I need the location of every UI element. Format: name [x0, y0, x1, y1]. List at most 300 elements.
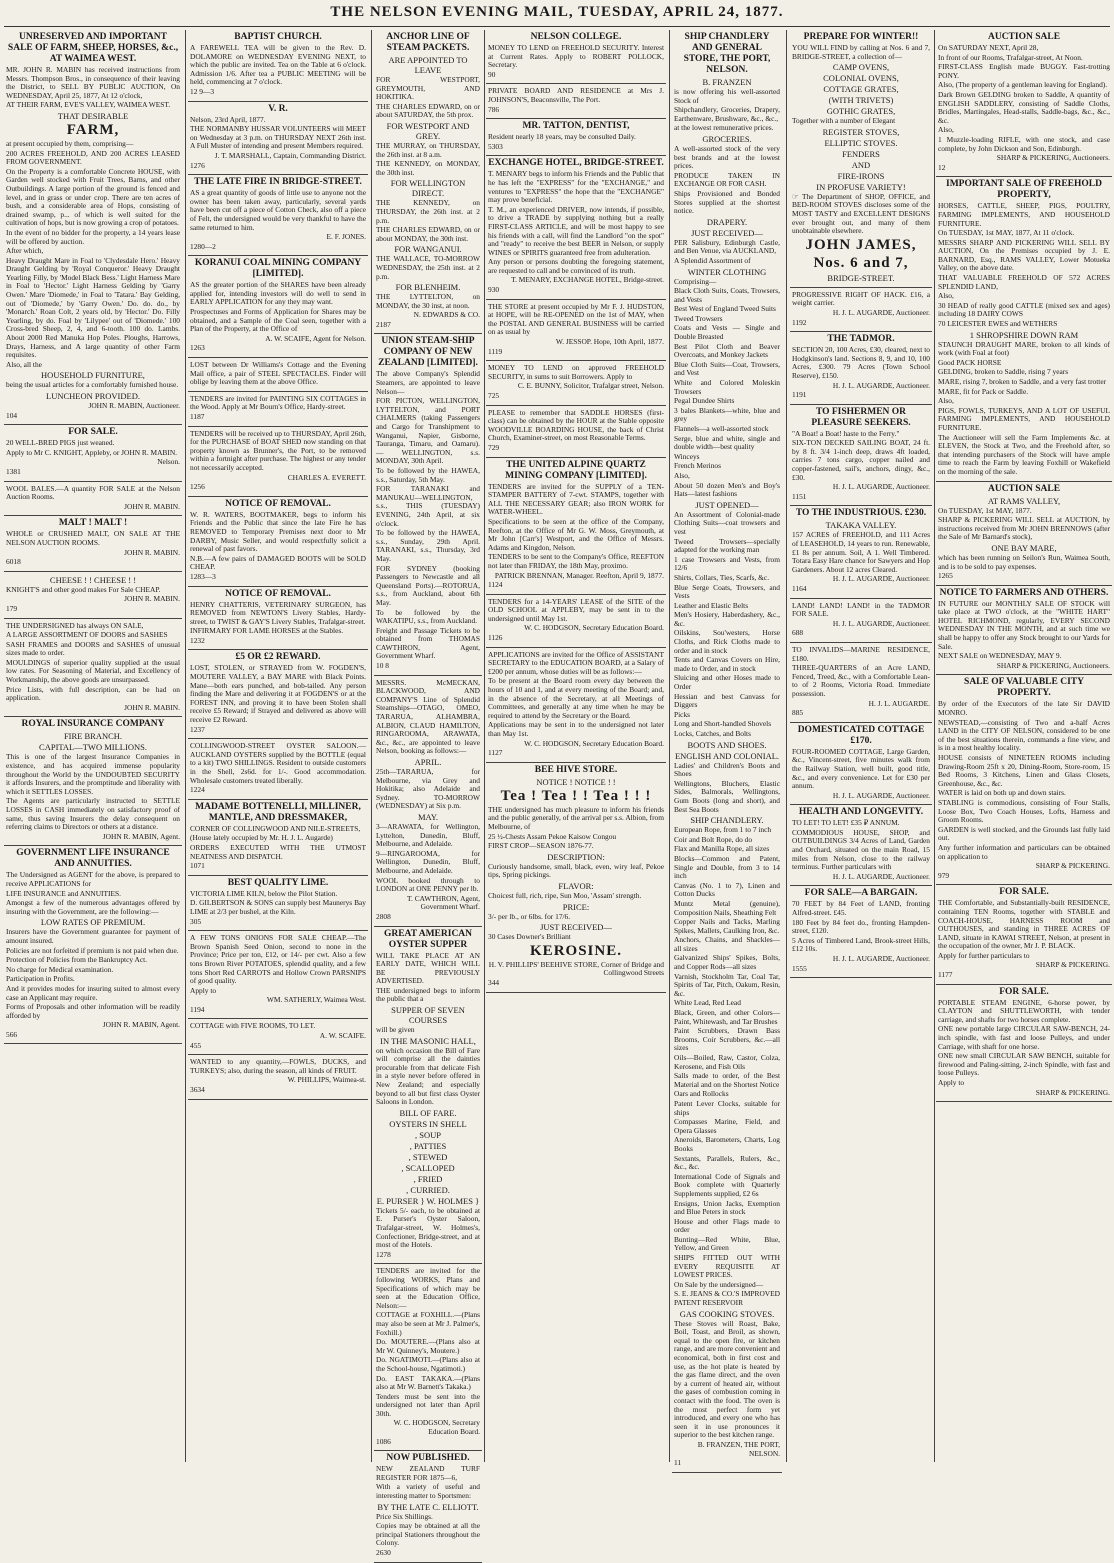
advertisement [188, 739, 368, 800]
ad-signature: W. JESSOP. Hope, 10th April, 1877. [555, 337, 664, 347]
ad-text: PRIVATE BOARD AND RESIDENCE at Mrs J. JOHNSON'S, Beaconsville, The Port. [488, 86, 664, 104]
ad-text: NOTICE ! NOTICE ! ! [536, 776, 616, 787]
ad-number: 344 [488, 977, 500, 987]
ad-text: Nos. 6 and 7, [813, 254, 909, 271]
ad-text: Apply to [190, 985, 217, 995]
ad-text: Price Lists, with full description, can be had on application. [6, 684, 180, 703]
ad-signature: PATRICK BRENNAN, Manager. Reefton, April 9, 1877. [494, 570, 664, 580]
ad-text: Any person or persons doubting the foregoing statement, are requested to call and be convinced of its truth. [488, 257, 664, 275]
ad-title: AUCTION SALE [987, 32, 1061, 42]
ad-title: MALT ! MALT ! [58, 518, 128, 529]
ad-text: Serge, blue and white, single and double width—best quality [674, 433, 780, 452]
ad-text: Long and Short-handled Shovels [674, 719, 772, 729]
ad-text: WANTED to any quantity,—FOWLS, DUCKS, and TURKEYS; also, during the season, all kinds of FRUIT. [190, 1057, 366, 1075]
ad-text: 1 Muzzle-loading RIFLE, with one stock, and case complete, by John Dickson and Son, Edinburgh. [938, 134, 1110, 153]
ad-text: GAS COOKING STOVES. [679, 1308, 775, 1319]
ad-text: Amongst a few of the numerous advantages offered by insuring with the Government, are the following:— [6, 898, 180, 916]
advertisement [374, 30, 482, 334]
ad-text: Bunting—Red White, Blue, Yellow, and Green [674, 1234, 780, 1253]
ad-text: Price Six Shillings. [376, 1511, 433, 1521]
ad-number: 1276 [190, 160, 205, 170]
advertisement [486, 763, 666, 993]
ad-text: Wellingtons, Bluchers, Elastic Sides, Balmorals, Wellingtons, Gum Boots (long and short), and Best Sea Boots [674, 778, 780, 814]
ad-text: SECTION 20, 100 Acres, £30, cleared, next to Hodgkinson's land. Sections 8, 9, and 10, 100 Acres, £300. 79 Acres (Town School Reserve), £150. [792, 345, 930, 380]
ad-text: THE MURRAY, on THURSDAY, the 26th inst. at 8 a.m. [376, 140, 480, 159]
ad-text: Also, all the [6, 359, 42, 369]
ad-text: ELLIPTIC STOVES. [824, 137, 898, 148]
advertisement [486, 156, 666, 299]
ad-signature: H. J. L. AUGARDE, Auctioneer. [832, 954, 930, 963]
ad-number: 2808 [376, 911, 391, 921]
ad-text: "A Boat! a Boat! haste to the Ferry." [792, 428, 900, 438]
ad-text: Also, [674, 470, 690, 480]
column-divider [185, 30, 186, 1462]
advertisement [4, 846, 182, 1044]
ad-number: 1381 [6, 466, 21, 476]
ad-text: This is one of the largest Insurance Companies in existence, and has acquired immense popularity throughout the World by the UNDOUBTED SECURITY it affords Insurers, and the promptitude and liberality with which it SETTLES LOSSES. [6, 752, 180, 796]
advertisement [486, 595, 666, 648]
ad-text: THAT DESIRABLE [57, 110, 129, 121]
ad-text: On Sale by the undersigned— [674, 1279, 764, 1289]
ad-title: DOMESTICATED COTTAGE £170. [797, 724, 925, 746]
ad-signature: SHARP & PICKERING, Auctioneers. [996, 153, 1110, 163]
ad-text: Paint Scrubbers, Drawn Bass Brooms, Coir Scrubbers, &c.—all sizes [674, 1026, 780, 1053]
advertisement [188, 1055, 368, 1099]
ad-text: MR. JOHN R. MABIN has received instructions from Messrs. Thompson Bros., in consequence of their leaving the District, to SELL BY PUBLIC AUCTION, On WEDNESDAY, April 25, 1877, At 12 o'clock, [6, 65, 180, 100]
column-1 [4, 30, 182, 1462]
ad-title: NOTICE OF REMOVAL. [225, 588, 331, 599]
ad-text: BOOTS AND SHOES. [687, 739, 767, 750]
ad-signature: CHARLES A. EVERETT. [287, 472, 366, 482]
ad-text: Good PACK HORSE [938, 357, 1002, 367]
ad-text: FIRST CROP—SEASON 1876-77. [488, 841, 594, 851]
ad-title: UNRESERVED AND IMPORTANT SALE OF FARM, SHEEP, HORSES, &c., AT WAIMEA WEST. [7, 32, 179, 64]
ad-text: PLEASE to remember that SADDLE HORSES (first-class) can be obtained by the HOUR at the Stable opposite WOODVILLE BOARDING HOUSE, the back of Christ Church, Examiner-street, on most Reasonable Terms. [488, 407, 664, 443]
ad-text: MAY. [417, 811, 439, 822]
ad-number: 11 [674, 1458, 682, 1468]
ad-text: 30 HEAD of really good CATTLE (mixed sex and ages) including 18 DAIRY COWS [938, 300, 1110, 319]
ad-text: GROCERIES. [702, 133, 752, 144]
ad-title: V. R. [268, 103, 288, 114]
ad-text: D. GILBERTSON & SONS can supply best Maunerys Bay LIME at 2/3 per bushel, at the Kiln. [190, 898, 366, 916]
ad-signature: JOHN R. MABIN. [124, 501, 180, 511]
ad-text: COTTAGE GRATES, [823, 84, 899, 95]
ad-signature: W. C. HODGSON, Secretary Education Board. [524, 623, 664, 633]
ad-title: SALE OF VALUABLE CITY PROPERTY. [964, 677, 1084, 699]
ad-title: PREPARE FOR WINTER!! [803, 32, 919, 42]
ad-number: 930 [488, 285, 500, 295]
ad-number: 979 [938, 870, 950, 880]
advertisement [188, 392, 368, 427]
ad-text: Freight and Passage Tickets to be obtained from THOMAS CAWTHRON, Agent, Government Wharf. [376, 625, 480, 661]
ad-text: Do. NGATIMOTI.—(Plans also at the School-house, Ngatimoti.) [376, 1355, 480, 1373]
ad-text: On TUESDAY, 1st MAY, 1877, At 11 o'clock. [938, 228, 1075, 238]
ad-text: TENDERS for a 14-YEARS' LEASE of the SITE of the OLD SCHOOL at APPLEBY, may be sent in to the undersigned until May 1st. [488, 596, 664, 623]
ad-text: Blue Serge Coats, Trowsers, and Vests [674, 582, 780, 601]
ad-text: SHARP & PICKERING WILL SELL at AUCTION, by instructions received from Mr JOHN BRENNOWS (after the Sale of Mr Barnard's stock), [938, 515, 1110, 542]
ad-number: 1237 [190, 724, 205, 734]
ad-text: NEWSTEAD,—consisting of Two and a-half Acres LAND in the CITY OF NELSON, considered to be one of the best situations therein, commands a fine view, and is in a most healthy locality. [938, 717, 1110, 753]
ad-text: T. MENARY begs to inform his Friends and the Public that he has left the "EXPRESS" for the "EXCHANGE," and ventures to "EXPRESS" the hope that the "EXCHANGE" may prove beneficial. [488, 169, 664, 205]
ad-number: 1194 [190, 1004, 205, 1014]
ad-text: ONE BAY MARE, [991, 542, 1057, 553]
ad-text: Copper Nails and Tacks, Marling Spikes, Mallets, Caulking Iron, &c. [674, 917, 780, 935]
ad-text: Blocks—Common and Patent, Single and Double, from 3 to 14 inch [674, 853, 780, 881]
ad-text: COLLINGWOOD-STREET OYSTER SALOON.—AUCKLAND OYSTERS supplied by the BOTTLE (equal to a kit) TWO SHILLINGS. Resident to outside customers in the Shell, 2s6d. for 1/-. Good accommodation. Wholesale customers treated liberally. [190, 741, 366, 785]
ad-text: ORDERS EXECUTED WITH THE UTMOST NEATNESS AND DISPATCH. [190, 842, 366, 861]
ad-text: Specifications to be seen at the office of the Company, Reefton, at the Office of Mr G. W. Moss, Greymouth, at Mr John [Carr's] Westport, and the Office of Messrs. Adams and Kingdon, Nelson. [488, 516, 664, 552]
ad-text: Men's Hosiery, Haberdashery, &c., &c. [674, 610, 780, 628]
ad-title: EXCHANGE HOTEL, BRIDGE-STREET. [488, 158, 664, 169]
ad-title: IMPORTANT SALE OF FREEHOLD PROPERTY, [946, 179, 1102, 201]
ad-text: Salls made to order, of the Best Material and on the Shortest Notice [674, 1071, 780, 1089]
ad-text: AS a great quantity of goods of little use to anyone not the owner has been taken away, particularly, several yards have been cut off a piece of Cotton Check, also off a piece of Felt, the undersigned would be very thankful to have the same returned to him. [190, 188, 366, 232]
ad-text: Tents and Canvas Covers on Hire, made to Order, and in stock [674, 655, 780, 673]
advertisement [188, 1019, 368, 1055]
ad-text: NEW ZEALAND TURF REGISTER FOR 1875—6, [376, 1464, 480, 1482]
ad-number: 1126 [488, 633, 503, 643]
ad-title: THE TADMOR. [827, 334, 895, 345]
ad-text: FOR BLENHEIM. [395, 282, 461, 293]
ad-text: Nelson, 23rd April, 1877. [190, 114, 266, 124]
ad-text: is now offering his well-assorted Stock of [674, 87, 780, 105]
ad-text: To be followed by the HAWEA, s.s., Saturday, 5th May. [376, 466, 480, 484]
ad-text: Compasses Marine, Field, and Opera Glasses [674, 1117, 780, 1135]
ad-text: With a variety of useful and interesting matter to Sportsmen: [376, 1482, 480, 1501]
ad-text: Hessian and best Canvass for Diggers [674, 691, 780, 710]
advertisement [936, 586, 1112, 676]
ad-title: HEALTH AND LONGEVITY. [798, 807, 924, 818]
ad-signature: H. J. L. AUGARDE, Auctioneer. [832, 574, 930, 584]
ad-text: A LARGE ASSORTMENT OF DOORS and SASHES [6, 630, 168, 640]
ad-text: Picks [674, 709, 691, 719]
ad-text: CAMP OVENS, [832, 62, 890, 73]
ad-text: ENGLISH AND COLONIAL. [674, 750, 780, 761]
ad-text: THE KENNEDY, on MONDAY, the 30th inst. [376, 159, 480, 177]
ad-number: 786 [488, 104, 500, 114]
ad-text: And it provides modes for insuring suited to almost every case an Applicant may require. [6, 983, 180, 1002]
ad-signature: H. J. L. AUGARDE. [868, 698, 930, 708]
advertisement [486, 84, 666, 119]
ad-text: LOW RATES OF PREMIUM. [40, 917, 146, 928]
ad-text: Muntz Metal (genuine), Composition Nails, Sheathing Felt [674, 898, 780, 917]
ad-text: JUST OPENED— [695, 499, 759, 510]
ad-number: 305 [190, 916, 202, 926]
ad-number: 725 [488, 391, 500, 400]
ad-text: , PATTIES [409, 1140, 447, 1151]
ad-text: 200 ACRES FREEHOLD, AND 200 ACRES LEASED FROM GOVERNMENT. [6, 148, 180, 167]
ad-number: 566 [6, 1029, 18, 1039]
ad-text: AT RAMS VALLEY, [987, 495, 1061, 506]
ad-text: The Auctioneer will sell the Farm Implements &c. at ELEVEN, the Stock at Two, and the Freehold after, so that intending purchasers of the Stock will have ample time to reach the Farm by leaving Foxhill or Wakefield on the morning of the sale. [938, 432, 1110, 476]
ad-text: House and other Flags made to order [674, 1216, 780, 1235]
ad-text: TO LET! TO LET! £35 ₽ ANNUM. [792, 818, 900, 828]
ad-text: Forms of Proposals and other information will be readily afforded by [6, 1002, 180, 1020]
ad-text: Canvas (No. 1 to 7), Linen and Cotton Ducks [674, 880, 780, 899]
ad-text: TENDERS are invited for the following WORKS, Plans and Specifications of which may be seen at the Education Office, Nelson:— [376, 1266, 480, 1310]
advertisement [486, 30, 666, 84]
ad-text: Coir and Bolt Rope, do do [674, 834, 753, 844]
ad-text: COTTAGE with FIVE ROOMS, TO LET. [190, 1021, 316, 1031]
ad-text: MONEY TO LEND on FREEHOLD SECURITY. Interest at Current Rates. Apply to ROBERT POLLOCK, Secretary. [488, 43, 664, 70]
ad-text: White and Colored Moleskin Trowsers [674, 378, 780, 396]
advertisement [188, 358, 368, 392]
ad-number: 1187 [190, 412, 205, 421]
ad-number: 1164 [792, 584, 807, 593]
ad-text: BY THE LATE C. ELLIOTT. [377, 1501, 479, 1512]
advertisement [374, 927, 482, 1265]
ad-signature: H. J. L. AUGARDE, Auctioneer. [832, 871, 930, 881]
column-6 [790, 30, 932, 1462]
ad-text: Oilskins, Sou'westers, Horse Cloths, and Rick Cloths made to order and in stock [674, 628, 780, 655]
advertisement [4, 482, 182, 517]
ad-text: THE NORMANBY HUSSAR VOLUNTEERS will MEET on Wednesday at 3 p.m. on THURSDAY NEXT 26th inst. A Full Muster of intending and present Members required. [190, 124, 366, 151]
ad-text: 25th—TARARUA, for Melbourne, via Grey and Hokitika; also Adelaide and Sydney. TO-MORROW (WEDNESDAY) at Six p.m. [376, 767, 480, 811]
ad-text: COLONIAL OVENS, [823, 73, 899, 84]
ad-signature: SHARP & PICKERING, Auctioneers. [996, 660, 1110, 670]
ad-title: MADAME BOTTENELLI, MILLINER, MANTLE, AND DRESSMAKER, [195, 801, 361, 823]
ad-signature: H. J. L. AUGARDE, Auctioneer. [832, 618, 930, 628]
ad-text: A well-assorted stock of the very best brands and at the lowest prices. [674, 143, 780, 171]
ad-number: 5303 [488, 141, 503, 151]
ad-text: PER Salisbury, Edinburgh Castle, and Ben Venue, via AUCKLAND, [674, 237, 780, 256]
masthead-rule [4, 26, 1110, 27]
ad-text: SHIP CHANDLERY. [690, 815, 764, 826]
ad-text: FARM, [66, 121, 120, 138]
ad-text: HOUSEHOLD FURNITURE, [41, 370, 145, 381]
ad-text: Flannels—a well-assorted stock [674, 424, 769, 433]
ad-text: Also, [938, 396, 954, 406]
ad-text: Comprising— [674, 276, 717, 286]
ad-signature: E. F. JONES. [326, 232, 366, 242]
ad-text: INFIRMARY FOR LAME HORSES at the Stables. [190, 626, 344, 636]
ad-signature: JOHN R. MABIN, Auctioneer. [88, 401, 180, 410]
advertisement [188, 102, 368, 176]
ad-text: THE WALLACE, TO-MORROW WEDNESDAY, the 25th inst. at 2 p.m. [376, 254, 480, 281]
ad-text: LIFE INSURANCE and ANNUITIES. [6, 888, 121, 898]
ad-title: GOVERNMENT LIFE INSURANCE AND ANNUITIES. [16, 848, 170, 870]
ad-text: STABLING is commodious, consisting of Four Stalls, Loose Box, Two Coach Houses, Lofts, Harness and Groom Rooms. [938, 797, 1110, 825]
ad-text: COTTAGE at FOXHILL.—(Plans may also be seen at Mr J. Palmer's, Foxhill.) [376, 1310, 480, 1337]
ad-text: JUST RECEIVED— [691, 227, 763, 238]
advertisement [486, 648, 666, 763]
ad-text: S. E. JEANS & CO.'S IMPROVED PATENT RESERVOIR [674, 1289, 780, 1308]
ad-text: THE Comfortable, and Substantially-built RESIDENCE, containing TEN Rooms, together with STABLE and COACH-HOUSE, HARNESS ROOM and OUTHOUSES, and standing in THREE ACRES OF LAND, situate in KAWAI STREET, Nelson, at present in the occupation of the owner, Mr J. P. BLACK. [938, 898, 1110, 951]
ad-text: IN FUTURE our MONTHLY SALE OF STOCK will take place at TWO o'clock, at the "WHITE HART" HOTEL RICHMOND, regularly, EVERY SECOND WEDNESDAY IN THE MONTH, and at such time we shall be happy to offer any Stock brought to our Yards for Sale. [938, 598, 1110, 651]
advertisement [936, 675, 1112, 885]
ad-text: , FRIED [413, 1173, 443, 1184]
ad-text: After which, [6, 246, 44, 256]
ad-text: GOTHIC GRATES, [826, 106, 896, 117]
ad-text: On TUESDAY, 1st MAY, 1877. [938, 505, 1032, 515]
ad-text: 20 WELL-BRED PIGS just weaned. [6, 438, 115, 448]
ad-text: 3 bales Blankets—white, blue and grey [674, 405, 780, 424]
ad-number: 1127 [488, 748, 503, 758]
ad-title: SHIP CHANDLERY AND GENERAL STORE, THE PORT, NELSON. [683, 32, 771, 75]
ad-text: WHOLE or CRUSHED MALT, ON SALE AT THE NELSON AUCTION ROOMS. [6, 529, 180, 547]
ad-text: The above Company's Splendid Steamers, are appointed to leave Nelson— [376, 369, 480, 396]
ad-text: (House lately occupied by Mr. H. J. L. Augarde) [190, 833, 333, 843]
ad-text: ☞ The Department of SHOP, OFFICE, and BED-ROOM STOVES discloses some of the MOST TASTY and EXCELLENT DESIGNS ever brought out, and many of them unobtainable elsewhere. [792, 191, 930, 236]
ad-title: £5 OR £2 REWARD. [235, 652, 321, 663]
ad-title: NOTICE OF REMOVAL. [225, 498, 331, 509]
ad-signature: W. PHILLIPS, Waimea-st. [287, 1075, 366, 1085]
column-3 [374, 30, 482, 1557]
ad-text: Black Cloth Suits, Coats, Trowsers, and Vests [674, 286, 780, 304]
ad-text: FLAVOR: [558, 880, 594, 891]
advertisement [4, 717, 182, 846]
ad-text: WOOL BALES.—A quantity FOR SALE at the Nelson Auction Rooms. [6, 483, 180, 502]
ad-text: on which occasion the Bill of Fare will comprise all the dainties procurable from that delicate Fish in a style never before offered in New Zealand; and especially beyond to all but first class Oyster Saloons in London. [376, 1045, 480, 1107]
ad-text: Sluicing and other Hoses made to Order [674, 673, 780, 692]
ad-number: 1263 [190, 343, 205, 353]
ad-signature: Nelson. [157, 457, 180, 467]
ad-number: 1119 [488, 346, 503, 356]
ad-signature: JOHN R. MABIN. [124, 702, 180, 712]
ad-text: Curiously handsome, small, black, even, wiry leaf, Pekoe tips, Spring pickings. [488, 861, 664, 880]
ad-text: GARDEN is well stocked, and the Grounds last fully laid out. [938, 824, 1110, 843]
ad-text: A FEW TONS ONIONS FOR SALE CHEAP.—The Brown Spanish Seed Onion, second to none in the Province; Price per ton, £12, or 14/- per cwt. Also a few tons Brown River POTATOES, splendid quality, and a few tons Short Red CARROTS and Hollow Crown PARSNIPS of good quality. [190, 933, 366, 986]
ad-text: TO INVALIDS—MARINE RESIDENCE, £180. [792, 644, 930, 663]
ad-text: On the Property is a comfortable Concrete HOUSE, with Garden well stocked with Fruit Trees, Barns, and other Outbuildings. A large portion of the ground is fenced and level, and in grass or under crop. There are ten acres of bush, and a considerable area of Hops, consisting of drained swamp, p... of which is well suited for the cultivation of hops, but is now growing a crop of potatoes. [6, 166, 180, 228]
ad-text: THE STORE at present occupied by Mr F. J. HUDSTON, at HOPE, will be RE-OPENED on the 1st of MAY, when the POSTAL AND GENERAL BUSINESS will be carried on as usual by [488, 301, 664, 337]
ad-signature: A. W. SCAIFE, Agent for Nelson. [265, 333, 366, 343]
ad-title: NOTICE TO FARMERS AND OTHERS. [939, 587, 1109, 598]
ad-text: will be given [376, 1025, 415, 1035]
ad-text: On SATURDAY NEXT, April 28, [938, 43, 1039, 52]
ad-text: , SOUP [415, 1129, 441, 1140]
ad-text: ONE new portable large CIRCULAR SAW-BENCH, 24-inch spindle, with fast and loose Pulleys, and under Carriage, with shaft for one horse. [938, 1024, 1110, 1051]
ad-text: TENDERS are invited for the SUPPLY of a TEN-STAMPER BATTERY of 7-cwt. STAMPS, together with ALL THE NECESSARY GEAR; also IRON WORK for WATER-WHEEL. [488, 481, 664, 517]
ad-text: JUST RECEIVED— [540, 922, 612, 933]
ad-number: 729 [488, 442, 500, 452]
ad-number: 3634 [190, 1085, 205, 1095]
ad-text: NEXT SALE on WEDNESDAY, MAY 9. [938, 651, 1062, 661]
ad-text: Participation in Profits. [6, 974, 75, 984]
ad-text: (WITH TRIVETS) [828, 95, 894, 106]
ad-text: Aneroids, Barometers, Charts, Log Books [674, 1135, 780, 1153]
ad-text: MESSRS SHARP AND PICKERING WILL SELL BY AUCTION, On the Premises occupied by J. E. BARNARD, Esq., RAMS VALLEY, Lower Motueka Valley, on the above date. [938, 237, 1110, 273]
ad-text: WOOL booked through to LONDON at ONE PENNY per lb. [376, 875, 480, 894]
ad-text: FOR TARANAKI and MANUKAU—WELLINGTON, s.s., THIS (TUESDAY) EVENING, 24th April, at six o'clock. [376, 484, 480, 528]
advertisement [374, 334, 482, 675]
ad-text: The Undersigned as AGENT for the above, is prepared to receive APPLICATIONS for [6, 870, 180, 888]
ad-title: THE LATE FIRE IN BRIDGE-STREET. [194, 177, 362, 188]
ad-title: FOR SALE—A BARGAIN. [804, 888, 918, 899]
ad-text: THAT VALUABLE FREEHOLD OF 572 ACRES SPLENDID LAND, [938, 273, 1110, 291]
advertisement [790, 599, 932, 643]
ad-text: Dark Brown GELDING broken to Saddle, A quantity of ENGLISH SADDLERY, consisting of Saddle Cloths, Bridles, Martingales, Head-stalls, Saddle-bags, &c., &c., &c. [938, 89, 1110, 125]
ad-text: FOR SYDNEY (booking Passengers to Newcastle and all Queensland Ports).—ROTORUA, s.s., from Auckland, about 6th May. [376, 563, 480, 607]
ad-signature: W. C. HODGSON, Secretary Education Board. [524, 738, 664, 748]
ad-text: No charge for Medical examination. [6, 964, 114, 974]
advertisement [188, 30, 368, 102]
ad-title: ROYAL INSURANCE COMPANY [21, 719, 165, 730]
ad-number: 90 [488, 69, 496, 79]
ad-text: Tenders must be sent into the undersigned not later than April 30th. [376, 1391, 480, 1418]
ad-text: B. FRANZEN [702, 77, 752, 87]
ad-number: 688 [792, 628, 804, 638]
ad-text: PRODUCE TAKEN IN EXCHANGE OR FOR CASH. [674, 170, 780, 189]
ad-number: 1224 [190, 785, 205, 795]
advertisement [374, 1264, 482, 1451]
advertisement [188, 931, 368, 1019]
ad-text: Tickets 5/- each, to be obtained at E. Purser's Oyster Saloon, Trafalgar-street, W. Holmes's, Confectioner, Bridge-street, and at most of the Hotels. [376, 1205, 480, 1250]
ad-text: MARE, rising 7, broken to Saddle, and a very fast trotter [938, 377, 1107, 386]
advertisement [4, 572, 182, 619]
ad-signature: J. T. MARSHALL, Captain, Commanding District. [214, 150, 366, 160]
ad-text: Oils—Boiled, Raw, Castor, Colza, Kerosene, and Fish Oils [674, 1053, 780, 1071]
ad-text: LOST, STOLEN, or STRAYED from W. FOGDEN'S, MOUTERE VALLEY, a BAY MARE with Black Points. Mane—both ears punched, and bob-tailed. Any person finding the Mare and delivering it at FOGDEN'S or at the FOREST INN, and proving it to have been Stolen shall receive £5 Reward; if Strayed and delivered as above will receive £2 Reward. [190, 663, 366, 725]
ad-title: MR. TATTON, DENTIST, [522, 121, 630, 132]
ad-text: Protection of Policies from the Bankruptcy Act. [6, 955, 148, 965]
ad-text: DESCRIPTION: [547, 851, 605, 862]
advertisement [188, 650, 368, 739]
ad-text: MESSRS. McMECKAN, BLACKWOOD, AND COMPANY'S Line of Splendid Steamships—OTAGO, OMEO, TARARUA, ALHAMBRA, ALBION, CLAUD HAMILTON, RINGAROOMA, ARAWATA, &c., &c., are appointed to leave Nelson, booking as follows:— [376, 677, 480, 756]
advertisement [790, 405, 932, 507]
ad-text: Best Pilot Cloth and Beaver Overcoats, and Monkey Jackets [674, 341, 780, 360]
ad-number: 6018 [6, 557, 21, 567]
ad-title: ANCHOR LINE OF STEAM PACKETS. [386, 32, 470, 53]
ad-number: 1283—3 [190, 571, 216, 581]
ad-text: HENRY CHATTERIS, VETERINARY SURGEON, has REMOVED from NEWTON'S Livery Stables, Hardy-street, to TWIST & GAY'S Livery Stables, Trafalgar-street. [190, 599, 366, 626]
ad-signature: N. EDWARDS & CO. [413, 310, 480, 320]
ad-text: JOHN JAMES, [805, 236, 917, 253]
ad-title: UNION STEAM-SHIP COMPANY OF NEW ZEALAND [LIMITED]. [378, 336, 478, 369]
ad-signature: T. MENARY, EXCHANGE HOTEL, Bridge-street. [511, 275, 664, 285]
ad-text: The Agents are particularly instructed to SETTLE LOSSES in CASH immediately on satisfactory proof of same, thus saving Insurers the delay consequent on referring claims to Directors or others at a distance. [6, 796, 180, 832]
ad-text: Coats and Vests — Single and Double Breasted [674, 323, 780, 342]
ad-text: Varnish, Stockholm Tar, Coal Tar, Spirits of Tar, Pitch, Oakum, Resin, &c. [674, 971, 780, 998]
ad-text: TENDERS to be sent to the Company's Office, REEFTON not later than FRIDAY, the 18th May, proximo. [488, 552, 664, 570]
ad-number: 104 [6, 410, 18, 420]
ad-text: TENDERS are invited for PAINTING SIX COTTAGES in the Wood. Apply at Mr Bourn's Office, Hardy-street. [190, 393, 366, 412]
advertisement [936, 482, 1112, 586]
advertisement [4, 516, 182, 571]
ad-text: Choicest full, rich, ripe, Sun Moo, 'Assam' strength. [488, 890, 642, 900]
ad-signature: SHARP & PICKERING. [1035, 960, 1110, 970]
ad-text: MONEY TO LEND on approved FREEHOLD SECURITY, in sums to suit Borrowers. Apply to [488, 363, 664, 381]
column-7 [936, 30, 1112, 1462]
ad-text: ONE new small CIRCULAR SAW BENCH, suitable for firewood and Paling-sitting, 2-inch Spindle, with fast and loose Pulleys. [938, 1051, 1110, 1078]
ad-text: SASH FRAMES and DOORS and SASHES of unusual sizes made to order. [6, 639, 180, 658]
ad-number: 12 [938, 162, 946, 172]
ad-text: Black, Green, and other Colors—Paint, Whitewash, and Tar Brushes [674, 1008, 780, 1026]
ad-text: FOR WANGANUI. [394, 244, 462, 255]
ad-signature: JOHN R. MABIN, Agent. [102, 831, 180, 841]
ad-number: 1177 [938, 970, 953, 980]
ad-text: An Assortment of Colonial-made Clothing Suits—coat trowsers and vest [674, 509, 780, 536]
ad-text: 157 ACRES of FREEHOLD, and 111 Acres of LEASEHOLD, 14 years to run. Renewable, £1 8s per annum. Soil, A 1. Well Timbered. Totara Easy Hare chance for Sawyers and Hop Gardeners. About 12 acres Cleared. [792, 530, 930, 574]
ad-text: White Lead, Red Lead [674, 998, 741, 1008]
ad-number: 1192 [792, 317, 807, 327]
advertisement [188, 427, 368, 497]
advertisement [790, 332, 932, 405]
advertisement [672, 30, 782, 1473]
ad-text: Apply to [938, 1078, 965, 1087]
ad-text: 30 Cases Downer's Brilliant [488, 932, 571, 942]
ad-number: 1151 [792, 491, 807, 501]
ad-title: KORANUI COAL MINING COMPANY [LIMITED]. [194, 258, 362, 280]
advertisement [4, 30, 182, 425]
ad-number: 12 9—3 [190, 86, 215, 96]
ad-text: PRICE: [562, 901, 590, 912]
column-divider [484, 30, 485, 1462]
ad-text: FOR WESTPORT AND GREY. [386, 120, 470, 141]
ad-signature: H. J. L. AUGARDE, Auctioneer. [832, 790, 930, 800]
ad-title: TO FISHERMEN OR PLEASURE SEEKERS. [811, 406, 911, 428]
ad-text: FIRE BRANCH. [63, 731, 123, 742]
